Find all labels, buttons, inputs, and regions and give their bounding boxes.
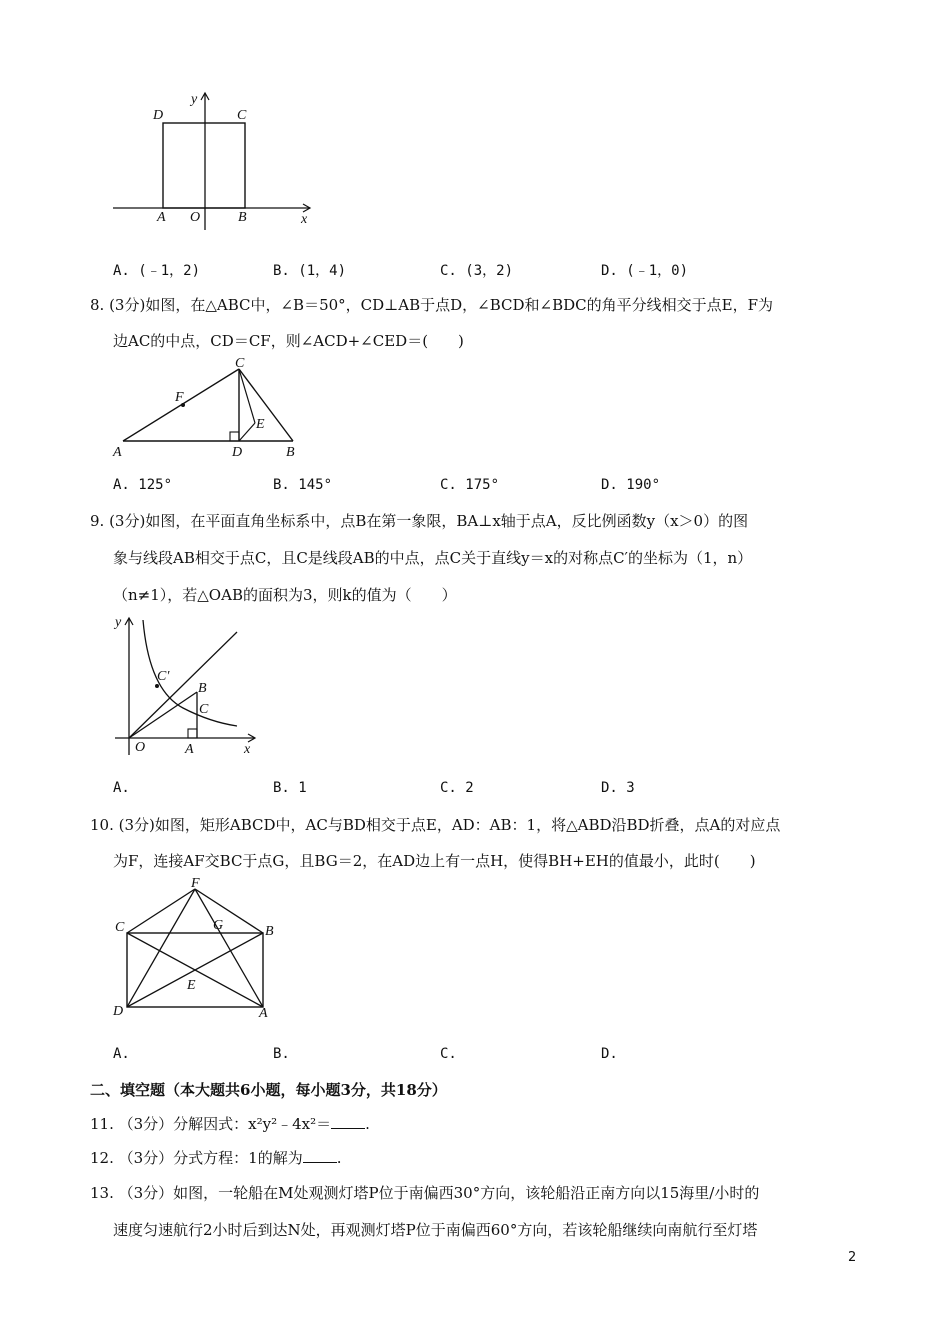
fig7-label-A: A bbox=[157, 210, 166, 225]
q7-option-a: A. (﹣1，2) bbox=[113, 263, 201, 279]
q12-blank bbox=[303, 1148, 337, 1163]
fig10-label-A: A bbox=[259, 1006, 268, 1021]
q8-figure bbox=[105, 355, 315, 463]
q8-option-a: A. 125° bbox=[113, 477, 173, 493]
q11-text: 11. （3分）分解因式：x²y²﹣4x²＝ bbox=[90, 1115, 332, 1133]
fig9-label-O: O bbox=[135, 740, 146, 755]
fig9-label-C: C bbox=[199, 702, 209, 717]
fig9-label-x: x bbox=[244, 742, 251, 757]
fig9-label-A: A bbox=[185, 742, 194, 757]
q7-option-d: D. (﹣1，0) bbox=[601, 263, 689, 279]
fig10-label-F: F bbox=[191, 876, 200, 891]
q7-option-c: C. (3，2) bbox=[440, 263, 514, 279]
q11-end: . bbox=[365, 1115, 370, 1133]
q13-line2: 速度匀速航行2小时后到达N处，再观测灯塔P位于南偏西60°方向，若该轮船继续向南航行至灯塔 bbox=[113, 1221, 758, 1239]
q10-option-a: A. bbox=[113, 1046, 130, 1062]
q10-option-b: B. bbox=[273, 1046, 290, 1062]
fig10-label-B: B bbox=[265, 924, 274, 939]
fig8-label-D: D bbox=[232, 445, 243, 460]
fig9-label-y: y bbox=[115, 615, 122, 630]
fig10-label-D: D bbox=[113, 1004, 124, 1019]
q8-option-d: D. 190° bbox=[601, 477, 661, 493]
fig8-label-A: A bbox=[113, 445, 122, 460]
fig8-label-B: B bbox=[286, 445, 295, 460]
q8-line1: 8. (3分)如图，在△ABC中，∠B＝50°，CD⊥AB于点D，∠BCD和∠BDC的角平分线相交于点E，F为 bbox=[90, 296, 773, 314]
fig7-label-B: B bbox=[238, 210, 247, 225]
fig9-label-C1: C′ bbox=[157, 669, 170, 684]
q10-line1: 10. (3分)如图，矩形ABCD中，AC与BD相交于点E，AD：AB：1，将△ABD沿BD折叠，点A的对应点 bbox=[90, 816, 781, 834]
q11-blank bbox=[331, 1114, 365, 1129]
q8-option-b: B. 145° bbox=[273, 477, 333, 493]
q11-line bbox=[90, 1114, 370, 1134]
fig7-label-y: y bbox=[191, 92, 198, 107]
q12-end: . bbox=[336, 1149, 342, 1167]
q9-line1: 9. (3分)如图，在平面直角坐标系中，点B在第一象限，BA⊥x轴于点A，反比例函数y（x＞0）的图 bbox=[90, 512, 749, 530]
fig7-label-O: O bbox=[190, 210, 201, 225]
fig8-label-E: E bbox=[256, 417, 265, 432]
q13-line1: 13. （3分）如图，一轮船在M处观测灯塔P位于南偏西30°方向，该轮船沿正南方向以15海里/小时的 bbox=[90, 1184, 760, 1202]
q10-option-c: C. bbox=[440, 1046, 457, 1062]
q7-option-b: B. (1，4) bbox=[273, 263, 347, 279]
fig10-label-E: E bbox=[187, 978, 196, 993]
q12-line bbox=[90, 1148, 342, 1168]
fig10-label-G: G bbox=[213, 918, 224, 933]
q10-line2: 为F，连接AF交BC于点G，且BG＝2，在AD边上有一点H，使得BH+EH的值最小，此时( ) bbox=[113, 852, 756, 870]
q9-option-b: B. 1 bbox=[273, 780, 307, 796]
q9-option-d: D. 3 bbox=[601, 780, 635, 796]
q9-figure bbox=[105, 610, 265, 760]
q10-option-d: D. bbox=[601, 1046, 618, 1062]
page-number: 2 bbox=[848, 1250, 857, 1265]
q9-line3: （n≠1），若△OAB的面积为3，则k的值为（ ） bbox=[113, 586, 457, 604]
q9-option-c: C. 2 bbox=[440, 780, 474, 796]
section-2-heading: 二、填空题（本大题共6小题，每小题3分，共18分） bbox=[90, 1081, 447, 1099]
q9-line2: 象与线段AB相交于点C，且C是线段AB的中点，点C关于直线y＝x的对称点C′的坐标为（1，n） bbox=[113, 549, 753, 567]
q8-option-c: C. 175° bbox=[440, 477, 500, 493]
q12-text: 12. （3分）分式方程：1的解为 bbox=[90, 1149, 303, 1167]
fig8-label-F: F bbox=[175, 390, 184, 405]
fig9-label-B: B bbox=[198, 681, 207, 696]
q10-figure bbox=[105, 875, 285, 1023]
q9-option-a: A. bbox=[113, 780, 130, 796]
fig7-label-x: x bbox=[301, 212, 308, 227]
q8-line2: 边AC的中点，CD＝CF，则∠ACD+∠CED＝( ) bbox=[113, 332, 464, 350]
fig7-label-D: D bbox=[153, 108, 164, 123]
fig10-label-C: C bbox=[115, 920, 125, 935]
fig8-label-C: C bbox=[235, 356, 245, 371]
q7-figure bbox=[105, 85, 325, 235]
fig7-label-C: C bbox=[237, 108, 247, 123]
